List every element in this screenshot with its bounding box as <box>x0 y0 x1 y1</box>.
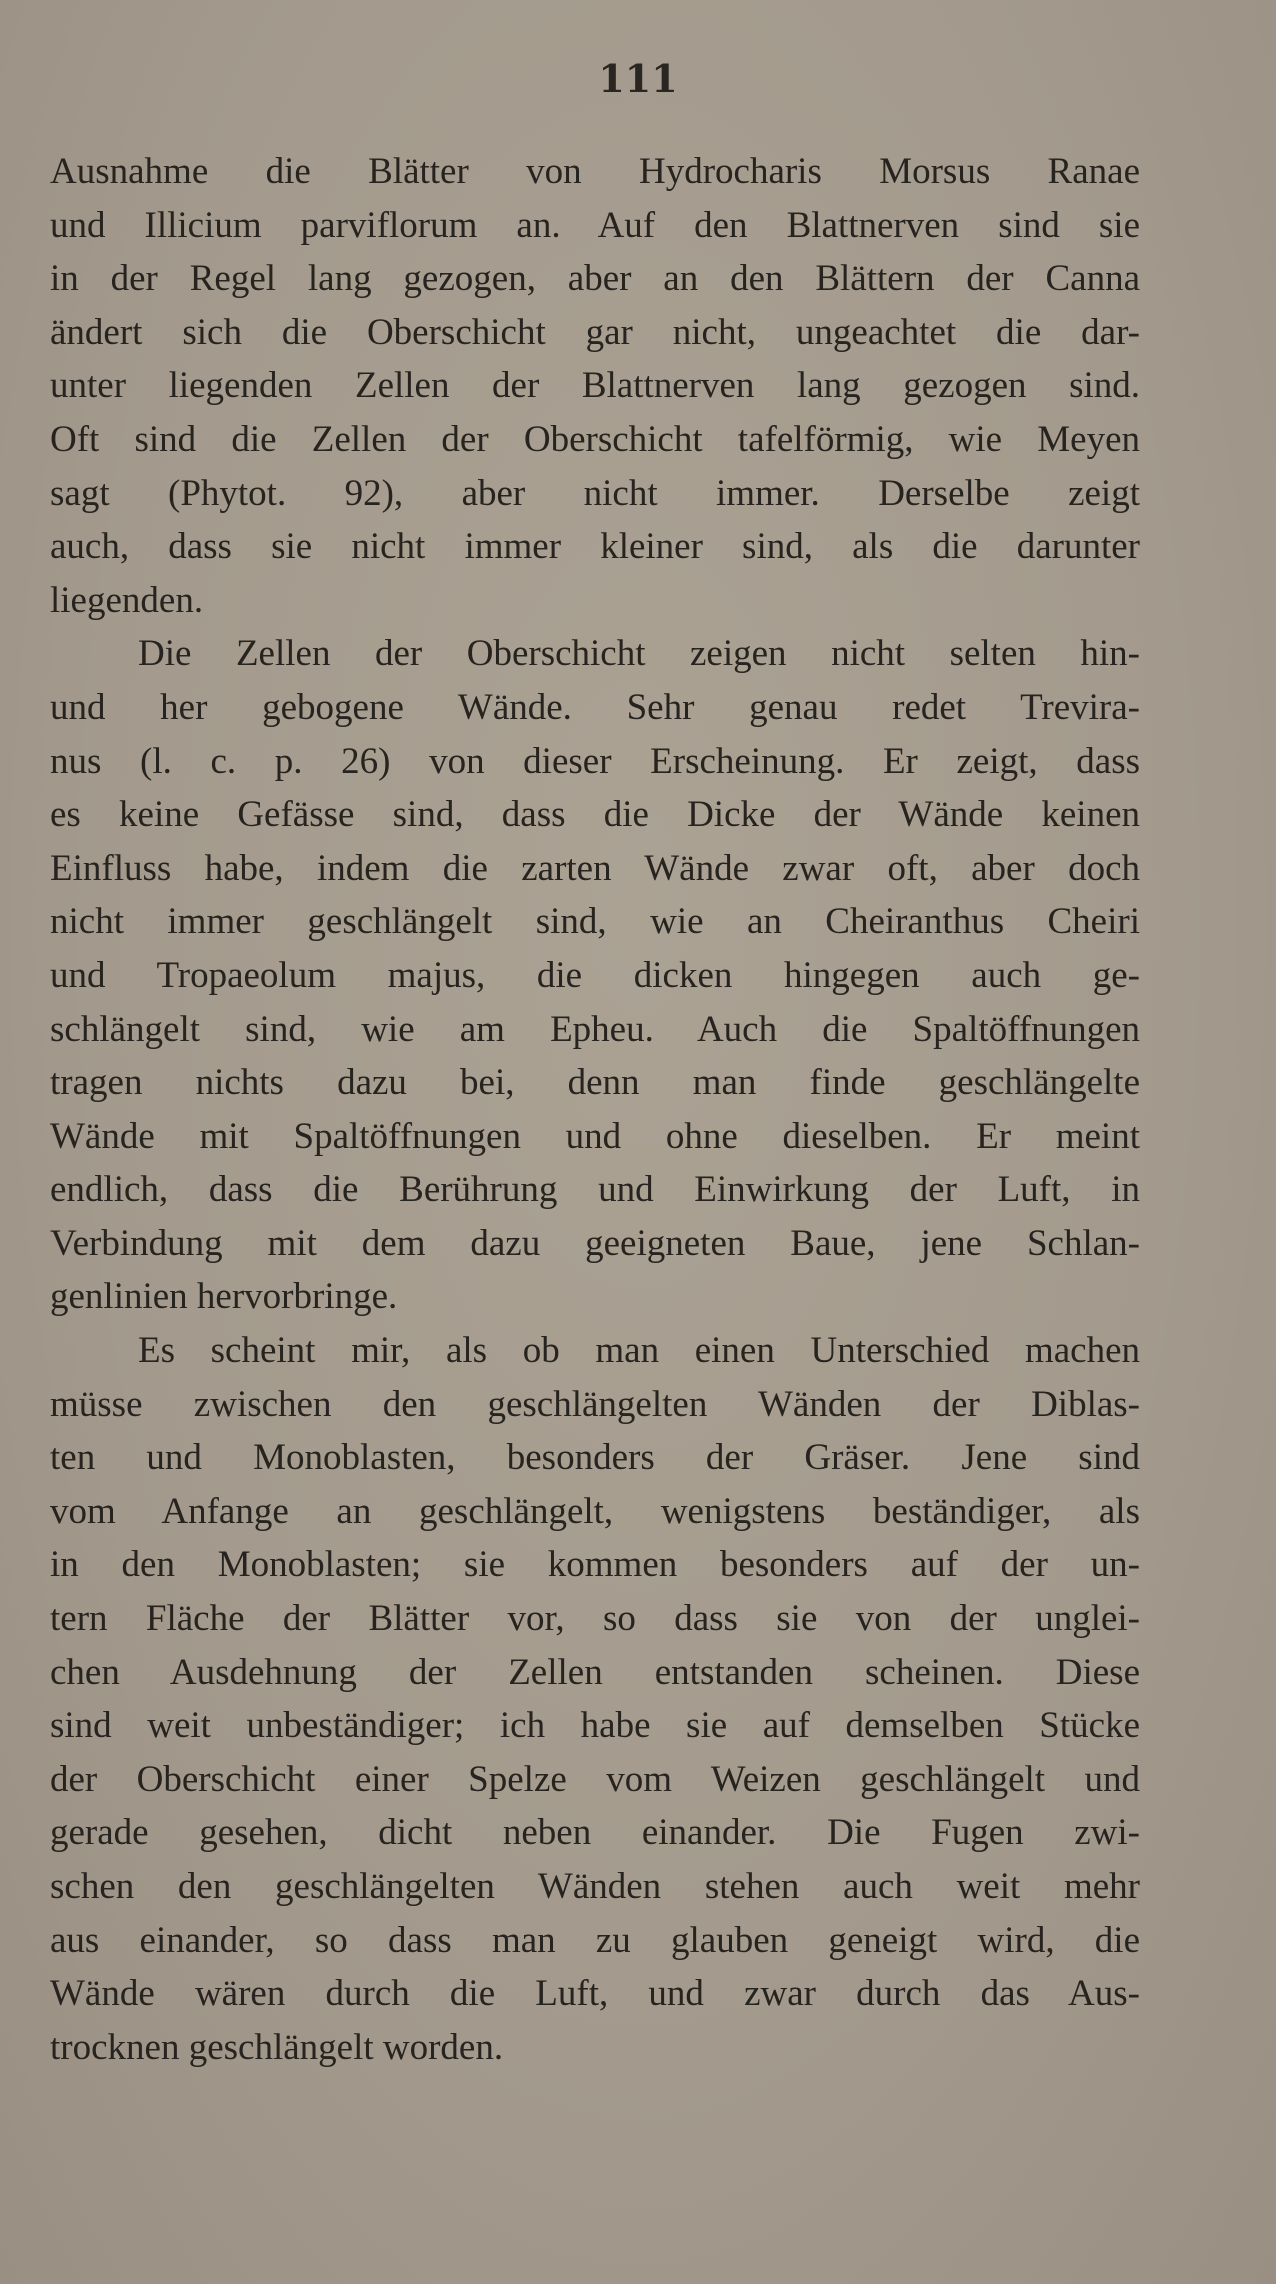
text-line: Wände wären durch die Luft, und zwar durch das Aus- <box>50 1973 1140 2015</box>
text-line: der Oberschicht einer Spelze vom Weizen geschlängelt und <box>50 1758 1140 1800</box>
text-line: und Illicium parviflorum an. Auf den Blattnerven sind sie <box>50 204 1140 246</box>
text-line: es keine Gefässe sind, dass die Dicke der Wände keinen <box>50 794 1140 836</box>
text-line: Ausnahme die Blätter von Hydrocharis Morsus Ranae <box>50 151 1140 192</box>
text-line: tragen nichts dazu bei, denn man finde geschlängelte <box>50 1062 1140 1104</box>
text-line: sagt (Phytot. 92), aber nicht immer. Derselbe zeigt <box>50 472 1140 514</box>
text-line: Verbindung mit dem dazu geeigneten Baue, jene Schlan- <box>50 1222 1140 1264</box>
text-line: Die Zellen der Oberschicht zeigen nicht selten hin- <box>138 633 1140 675</box>
text-line: nicht immer geschlängelt sind, wie an Cheiranthus Cheiri <box>50 901 1140 943</box>
text-line: nus (l. c. p. 26) von dieser Erscheinung. Er zeigt, dass <box>50 740 1140 782</box>
text-line: gerade gesehen, dicht neben einander. Die Fugen zwi- <box>50 1812 1140 1854</box>
text-line: ändert sich die Oberschicht gar nicht, ungeachtet die dar- <box>50 311 1140 353</box>
text-line: auch, dass sie nicht immer kleiner sind, als die darunter <box>50 526 1140 568</box>
page-number: 111 <box>598 56 678 101</box>
text-line: Wände mit Spaltöffnungen und ohne dieselben. Er meint <box>50 1115 1140 1157</box>
text-line: in der Regel lang gezogen, aber an den Blättern der Canna <box>50 258 1140 300</box>
text-line: schen den geschlängelten Wänden stehen auch weit mehr <box>50 1866 1140 1907</box>
text-line: Es scheint mir, als ob man einen Unterschied machen <box>138 1330 1140 1372</box>
text-line: vom Anfange an geschlängelt, wenigstens beständiger, als <box>50 1490 1140 1532</box>
text-line: in den Monoblasten; sie kommen besonders auf der un- <box>50 1544 1140 1586</box>
text-line: aus einander, so dass man zu glauben geneigt wird, die <box>50 1919 1140 1961</box>
text-line: ten und Monoblasten, besonders der Gräser. Jene sind <box>50 1437 1140 1479</box>
text-line: Einfluss habe, indem die zarten Wände zwar oft, aber doch <box>50 847 1140 889</box>
text-line: sind weit unbeständiger; ich habe sie auf demselben Stücke <box>50 1705 1140 1747</box>
text-line: schlängelt sind, wie am Epheu. Auch die Spaltöffnungen <box>50 1008 1140 1050</box>
text-line: trocknen geschlängelt worden. <box>50 2026 504 2068</box>
text-line: und her gebogene Wände. Sehr genau redet Trevira- <box>50 686 1140 728</box>
body-text <box>50 145 1140 2074</box>
text-line: unter liegenden Zellen der Blattnerven lang gezogen sind. <box>50 365 1140 407</box>
text-line: genlinien hervorbringe. <box>50 1276 398 1318</box>
text-line: und Tropaeolum majus, die dicken hingegen auch ge- <box>50 954 1140 996</box>
text-line: liegenden. <box>50 579 204 621</box>
text-line: Oft sind die Zellen der Oberschicht tafelförmig, wie Meyen <box>50 418 1140 460</box>
text-line: chen Ausdehnung der Zellen entstanden scheinen. Diese <box>50 1651 1140 1693</box>
text-line: müsse zwischen den geschlängelten Wänden der Diblas- <box>50 1383 1140 1425</box>
text-line: tern Fläche der Blätter vor, so dass sie von der unglei- <box>50 1598 1140 1640</box>
text-line: endlich, dass die Berührung und Einwirkung der Luft, in <box>50 1169 1140 1211</box>
